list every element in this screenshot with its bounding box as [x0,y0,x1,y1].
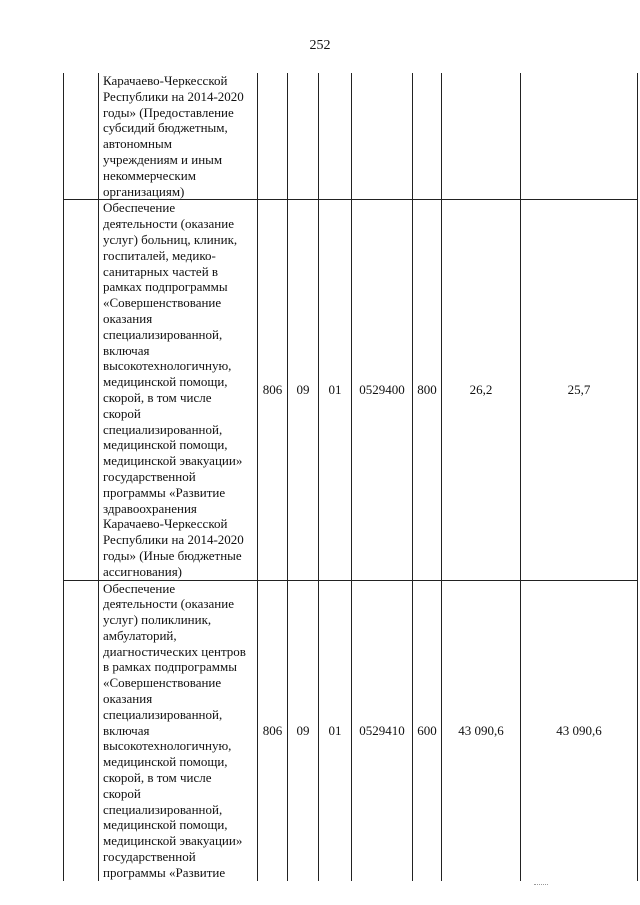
description-line: учреждениям и иным [103,151,223,167]
description-line: высокотехнологичную, [103,358,232,374]
expense-type-cell [413,73,442,200]
description-line: Обеспечение [103,200,176,216]
description-line: Республики на 2014-2020 [103,88,244,104]
description-line: «Совершенствование [103,675,222,691]
description-line: программы «Развитие [103,864,226,880]
description-line: скорой, в том числе [103,389,212,405]
description-line: медицинской эвакуации» [103,453,243,469]
description-line: диагностических центров [103,643,246,659]
scan-mark [534,884,548,887]
row-number-cell [64,73,99,200]
description-line: организациям) [103,183,185,199]
description-line: медицинской помощи, [103,817,228,833]
description-line: некоммерческим [103,167,196,183]
page-number: 252 [309,38,331,53]
description-line: включая [103,722,150,738]
section-code-cell [288,73,319,200]
description-cell [99,580,258,881]
row-number-cell [64,580,99,881]
description-line: Республики на 2014-2020 [103,532,244,548]
description-line: рамках подпрограммы [103,279,228,295]
description-line: услуг) поликлиник, [103,612,212,628]
table-row [64,200,638,580]
description-line: программы «Развитие [103,484,226,500]
description-line: специализированной, [103,326,223,342]
description-line: специализированной, [103,801,223,817]
description-line: медицинской помощи, [103,754,228,770]
section-code-cell: 09 [288,580,319,881]
subsection-code-cell [319,73,352,200]
description-line: деятельности (оказание [103,216,234,232]
expense-type-cell: 800 [413,200,442,580]
amount-second-cell: 43 090,6 [521,580,638,881]
description-line: здравоохранения [103,500,197,516]
amount-second-cell [521,73,638,200]
description-line: государственной [103,849,196,865]
section-code-cell: 09 [288,200,319,580]
description-cell [99,73,258,200]
description-line: амбулаторий, [103,627,177,643]
table-row [64,73,638,200]
description-line: годы» (Иные бюджетные [103,547,242,563]
amount-first-cell: 43 090,6 [442,580,521,881]
description-line: медицинской помощи, [103,437,228,453]
target-article-cell: 0529400 [352,200,413,580]
description-line: услуг) больниц, клиник, [103,231,238,247]
description-line: специализированной, [103,421,223,437]
row-number-cell [64,200,99,580]
amount-first-cell [442,73,521,200]
description-line: государственной [103,468,196,484]
description-line: скорой, в том числе [103,770,212,786]
description-line: Карачаево-Черкесской [103,516,228,532]
description-line: оказания [103,310,153,326]
description-line: госпиталей, медико- [103,247,216,263]
description-line: медицинской эвакуации» [103,833,243,849]
ministry-code-cell: 806 [258,200,288,580]
description-line: специализированной, [103,706,223,722]
description-line: автономным [103,136,172,152]
description-line: ассигнования) [103,563,183,579]
description-line: Обеспечение [103,580,176,596]
description-line: санитарных частей в [103,263,219,279]
ministry-code-cell: 806 [258,580,288,881]
budget-table-body [64,73,638,881]
target-article-cell: 0529410 [352,580,413,881]
description-line: высокотехнологичную, [103,738,232,754]
description-line: медицинской помощи, [103,374,228,390]
description-line: включая [103,342,150,358]
ministry-code-cell [258,73,288,200]
description-line: оказания [103,691,153,707]
description-line: в рамках подпрограммы [103,659,237,675]
amount-first-cell: 26,2 [442,200,521,580]
description-line: субсидий бюджетным, [103,120,228,136]
description-line: скорой [103,405,141,421]
subsection-code-cell: 01 [319,200,352,580]
description-cell [99,200,258,580]
amount-second-cell: 25,7 [521,200,638,580]
subsection-code-cell: 01 [319,580,352,881]
expense-type-cell: 600 [413,580,442,881]
description-line: скорой [103,785,141,801]
description-line: деятельности (оказание [103,596,234,612]
table-row [64,580,638,881]
description-line: Карачаево-Черкесской [103,73,228,88]
target-article-cell [352,73,413,200]
description-line: годы» (Предоставление [103,104,234,120]
description-line: «Совершенствование [103,295,222,311]
budget-table [63,73,638,881]
